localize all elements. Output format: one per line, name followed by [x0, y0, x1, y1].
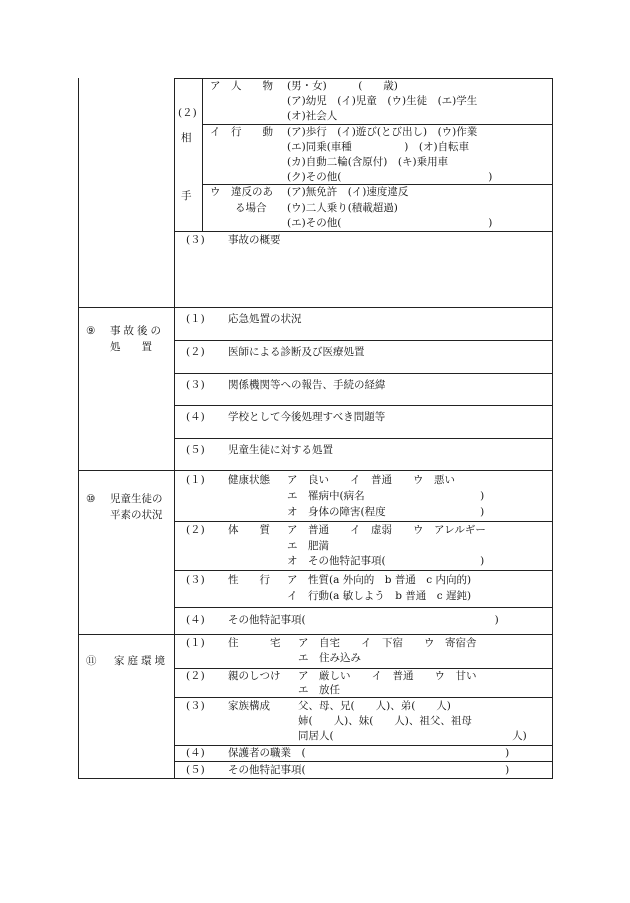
section10-number: ⑩: [86, 493, 96, 505]
s10-other-label: その他特記事項( ): [228, 614, 499, 626]
s9-row-label: 児童生徒に対する処置: [228, 444, 333, 456]
s10-other-number: (４): [186, 614, 205, 626]
bottom-border: [78, 778, 553, 779]
family-line: 同居人( 人): [298, 730, 527, 742]
health-number: (１): [186, 474, 205, 486]
partner-a-bottom: [202, 124, 553, 125]
section9-top: [78, 307, 553, 308]
s10-row3-top: [174, 570, 553, 571]
discipline-number: (２): [186, 670, 205, 682]
constitution-line: エ 肥満: [287, 540, 329, 552]
behavior-line: ア 性質(a 外向的 b 普通 c 内向的): [287, 574, 472, 586]
s9-row-number: (５): [186, 444, 205, 456]
s9-row3-top: [174, 373, 553, 374]
s11-row5-top: [174, 761, 553, 762]
s10-row4-top: [174, 607, 553, 608]
discipline-line: エ 放任: [298, 684, 340, 696]
action-line: (エ)同乗(車種 ) (オ)自転車: [287, 141, 470, 153]
outer-right-border: [552, 78, 553, 778]
section11-label: 家庭環境: [114, 655, 168, 667]
violation-title-line1: ウ 違反のあ: [210, 186, 273, 198]
action-line: (カ)自動二輪(含原付) (キ)乗用車: [287, 156, 449, 168]
family-number: (３): [186, 700, 205, 712]
accident-summary-number: (３): [186, 234, 205, 246]
section9-label-line2: 処 置: [110, 341, 152, 353]
occupation-label: 保護者の職業 ( ): [228, 747, 510, 759]
partner-label-top: 相: [181, 132, 192, 144]
s9-row-label: 医師による診断及び医療処置: [228, 346, 365, 358]
housing-line: ア 自宅 イ 下宿 ウ 寄宿舎: [298, 637, 477, 649]
housing-number: (１): [186, 637, 205, 649]
category-divider: [174, 78, 175, 778]
s9-row-number: (１): [186, 313, 205, 325]
constitution-label: 体 質: [228, 524, 270, 536]
top-border: [174, 78, 553, 79]
person-title: ア 人 物: [210, 80, 273, 92]
discipline-line: ア 厳しい イ 普通 ウ 甘い: [298, 670, 477, 682]
family-line: 父、母、兄( 人)、弟( 人): [298, 700, 451, 712]
health-line: エ 罹病中(病名 ): [287, 490, 485, 502]
s10-row2-top: [174, 521, 553, 522]
action-line: (ク)その他( ): [287, 171, 493, 183]
section11-top: [78, 634, 553, 635]
s9-row-label: 応急処置の状況: [228, 313, 302, 325]
partner-number: (２): [178, 107, 197, 119]
s9-row-number: (４): [186, 411, 205, 423]
section10-label-line2: 平素の状況: [110, 509, 163, 521]
behavior-line: イ 行動(a 敏しよう b 普通 c 遅鈍): [287, 590, 472, 602]
partner-b-bottom: [202, 184, 553, 185]
outer-left-border: [78, 78, 79, 778]
constitution-number: (２): [186, 524, 205, 536]
person-line: (オ)社会人: [287, 110, 338, 122]
person-line: (ア)幼児 (イ)児童 (ウ)生徒 (エ)学生: [287, 95, 478, 107]
partner-divider: [202, 78, 203, 231]
section10-label-line1: 児童生徒の: [110, 493, 163, 505]
s9-row4-top: [174, 405, 553, 406]
health-line: ア 良い イ 普通 ウ 悪い: [287, 474, 455, 486]
s9-row-label: 関係機関等への報告、手続の経緯: [228, 379, 386, 391]
s11-row2-top: [174, 668, 553, 669]
action-title: イ 行 動: [210, 126, 273, 138]
family-line: 姉( 人)、妹( 人)、祖父、祖母: [298, 715, 472, 727]
violation-line: (ア)無免許 (イ)速度違反: [287, 186, 409, 198]
section10-top: [78, 470, 553, 471]
constitution-line: オ その他特記事項( ): [287, 555, 485, 567]
s9-row-number: (３): [186, 379, 205, 391]
s11-row4-top: [174, 745, 553, 746]
s9-row2-top: [174, 340, 553, 341]
behavior-label: 性 行: [228, 574, 270, 586]
accident-summary-label: 事故の概要: [228, 234, 281, 246]
housing-line: エ 住み込み: [298, 652, 361, 664]
violation-title-line2: る場合: [235, 202, 267, 214]
section11-number: ⑪: [86, 655, 97, 667]
partner-bottom: [174, 231, 553, 232]
violation-line: (ウ)二人乗り(積載超過): [287, 202, 398, 214]
health-label: 健康状態: [228, 474, 270, 486]
housing-label: 住 宅: [228, 637, 281, 649]
occupation-number: (４): [186, 747, 205, 759]
person-line: (男・女) ( 歳): [287, 80, 398, 92]
s11-row3-top: [174, 697, 553, 698]
violation-line: (エ)その他( ): [287, 217, 493, 229]
discipline-label: 親のしつけ: [228, 670, 281, 682]
health-line: オ 身体の障害(程度 ): [287, 506, 485, 518]
s9-row5-top: [174, 438, 553, 439]
constitution-line: ア 普通 イ 虚弱 ウ アレルギー: [287, 524, 486, 536]
s9-row-label: 学校として今後処理すべき問題等: [228, 411, 386, 423]
action-line: (ア)歩行 (イ)遊び(とび出し) (ウ)作業: [287, 126, 478, 138]
section9-number: ⑨: [86, 325, 96, 337]
s11-other-number: (５): [186, 764, 205, 776]
family-label: 家族構成: [228, 700, 270, 712]
partner-label-bottom: 手: [181, 190, 192, 202]
s11-other-label: その他特記事項( ): [228, 764, 510, 776]
s9-row-number: (２): [186, 346, 205, 358]
section9-label-line1: 事故後の: [110, 325, 164, 337]
behavior-number: (３): [186, 574, 205, 586]
